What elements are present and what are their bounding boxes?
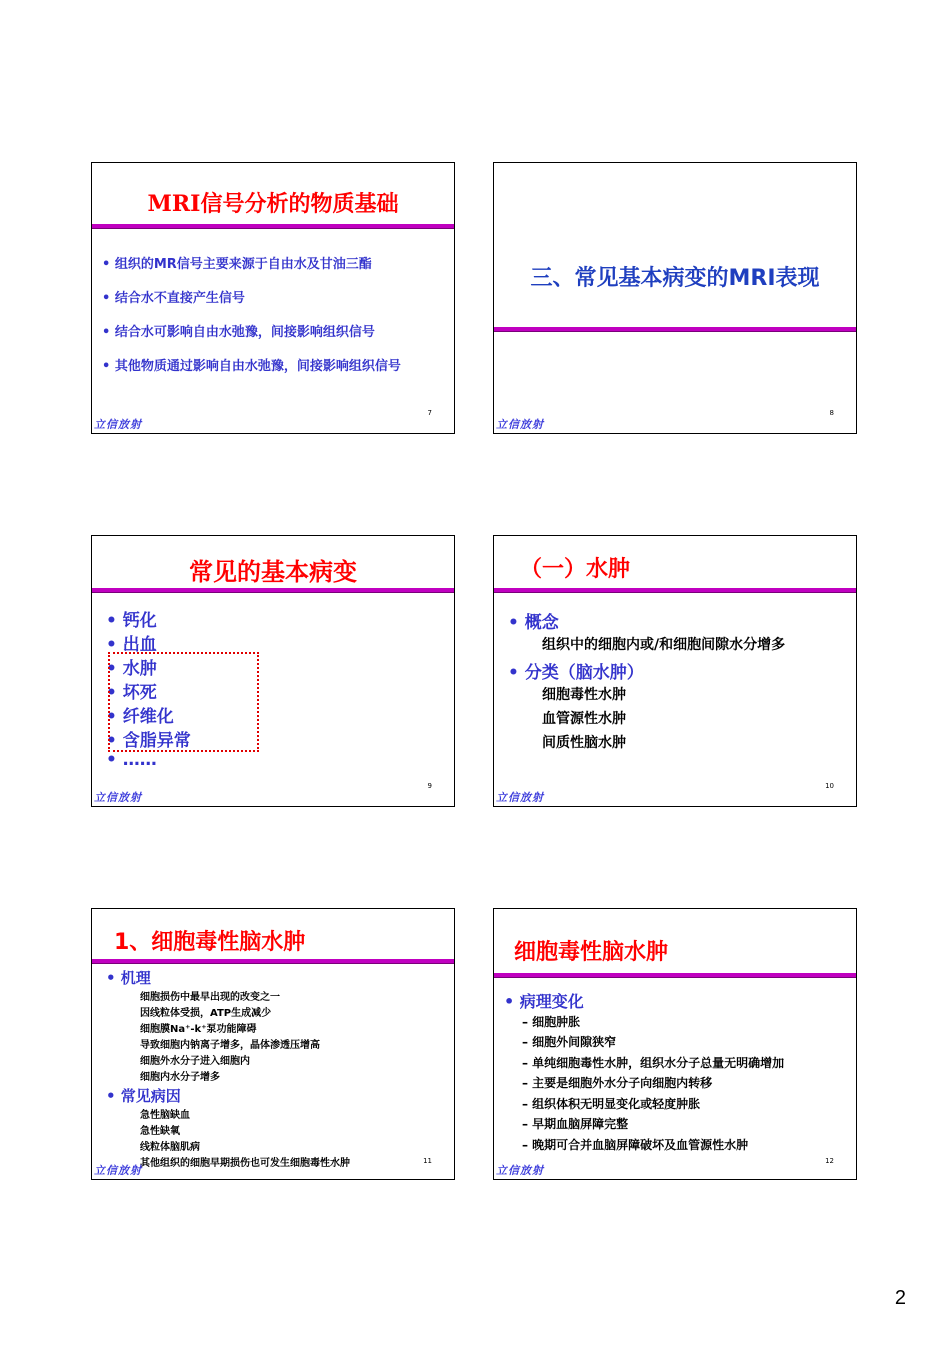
slide-title: 三、常见基本病变的MRI表现 [530, 266, 820, 291]
bullet: • 常见病因 [106, 1087, 181, 1105]
bullet: • 出血 [106, 635, 157, 655]
bullet: • 含脂异常 [106, 731, 191, 751]
footer-logo: 立信放射 [94, 1164, 142, 1177]
sub-item: 细胞膜Na⁺-k⁺泵功能障碍 [140, 1024, 257, 1035]
bullet: • 纤维化 [106, 707, 174, 727]
footer-logo: 立信放射 [94, 791, 142, 804]
title-bar [494, 973, 856, 978]
sub-item: 导致细胞内钠离子增多，晶体渗透压增高 [140, 1040, 320, 1051]
slide-8 [493, 162, 857, 434]
bullet: • 结合水可影响自由水弛豫，间接影响组织信号 [102, 325, 375, 340]
bullet: • …… [106, 750, 157, 770]
bullet: • 分类（脑水肿） [508, 663, 644, 683]
bullet: • 坏死 [106, 683, 157, 703]
footer-logo: 立信放射 [496, 418, 544, 431]
slide-page-number: 10 [825, 782, 834, 790]
bullet: • 其他物质通过影响自由水弛豫，间接影响组织信号 [102, 359, 401, 374]
bullet: • 水肿 [106, 659, 157, 679]
sub-item: 细胞内水分子增多 [140, 1072, 220, 1083]
title-bar [92, 959, 454, 964]
footer-logo: 立信放射 [496, 791, 544, 804]
slide-page-number: 12 [825, 1157, 834, 1165]
sub-item: 细胞外水分子进入细胞内 [140, 1056, 250, 1067]
sub-item: – 晚期可合并血脑屏障破坏及血管源性水肿 [522, 1138, 749, 1152]
sub-item: – 主要是细胞外水分子向细胞内转移 [522, 1076, 713, 1090]
sub-item: 急性脑缺血 [140, 1110, 190, 1121]
bullet-text: 组织中的细胞内或/和细胞间隙水分增多 [542, 637, 786, 653]
sub-item: – 早期血脑屏障完整 [522, 1117, 629, 1131]
slide-title: （一）水肿 [520, 557, 631, 582]
slide-title: 细胞毒性脑水肿 [514, 940, 669, 965]
bullet: • 结合水不直接产生信号 [102, 291, 245, 306]
sub-item: – 细胞肿胀 [522, 1015, 581, 1029]
sub-item: 间质性脑水肿 [542, 735, 626, 751]
title-bar [92, 224, 454, 229]
slide-10 [493, 535, 857, 807]
bullet: • 病理变化 [504, 992, 584, 1011]
sub-item: – 单纯细胞毒性水肿，组织水分子总量无明确增加 [522, 1056, 785, 1070]
bullet: • 钙化 [106, 611, 157, 631]
bullet: • 组织的MR信号主要来源于自由水及甘油三酯 [102, 257, 372, 272]
sub-item: 线粒体脑肌病 [140, 1142, 200, 1153]
footer-logo: 立信放射 [94, 418, 142, 431]
title-bar [494, 327, 856, 332]
sub-item: 细胞损伤中最早出现的改变之一 [140, 992, 280, 1003]
sheet-page-number: 2 [894, 1287, 906, 1309]
highlight-box [108, 652, 259, 752]
slide-7 [91, 162, 455, 434]
slide-page-number: 8 [829, 409, 834, 417]
footer-logo: 立信放射 [496, 1164, 544, 1177]
sub-item: 急性缺氧 [140, 1126, 180, 1137]
sub-item: 因线粒体受损，ATP生成减少 [140, 1008, 272, 1019]
slide-title: 1、细胞毒性脑水肿 [114, 930, 306, 955]
sub-item: – 细胞外间隙狭窄 [522, 1035, 617, 1049]
slide-11 [91, 908, 455, 1180]
slide-title: 常见的基本病变 [189, 558, 357, 586]
sub-item: – 组织体积无明显变化或轻度肿胀 [522, 1097, 701, 1111]
slide-page-number: 11 [423, 1157, 432, 1165]
slide-title: MRI信号分析的物质基础 [147, 191, 399, 217]
sub-item: 细胞毒性水肿 [542, 687, 626, 703]
title-bar [494, 588, 856, 593]
slide-page-number: 7 [427, 409, 432, 417]
slide-9 [91, 535, 455, 807]
sub-item: 其他组织的细胞早期损伤也可发生细胞毒性水肿 [140, 1158, 350, 1169]
title-bar [92, 588, 454, 593]
slide-page-number: 9 [427, 782, 432, 790]
bullet: • 概念 [508, 613, 559, 633]
sub-item: 血管源性水肿 [542, 711, 626, 727]
slide-12 [493, 908, 857, 1180]
bullet: • 机理 [106, 969, 151, 987]
